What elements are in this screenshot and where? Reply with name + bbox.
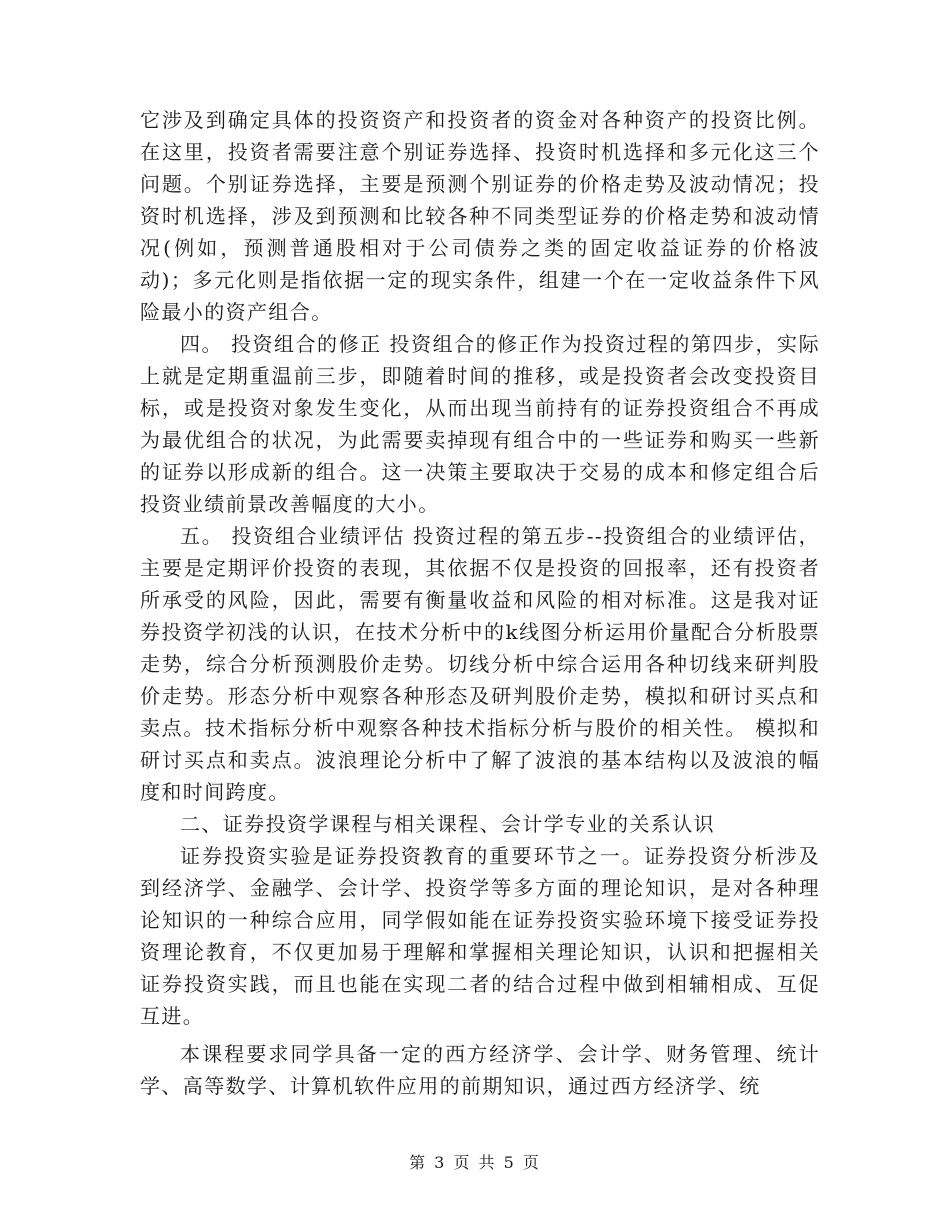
paragraph-5: 本课程要求同学具备一定的西方经济学、会计学、财务管理、统计学、高等数学、计算机软件应用的前期知识，通过西方经济学、统	[140, 1042, 820, 1098]
body-text	[140, 104, 820, 1102]
paragraph-3: 五。 投资组合业绩评估 投资过程的第五步--投资组合的业绩评估，主要是定期评价投资的表现，其依据不仅是投资的回报率，还有投资者所承受的风险，因此，需要有衡量收益和风险的相对标准。这是我对证券投资学初浅的认识，在技术分析中的k线图分析运用价量配合分析股票走势，综合分析预测股价走势。切线分析中综合运用各种切线来研判股价走势。形态分析中观察各种形态及研判股价走势，模拟和研讨买点和卖点。技术指标分析中观察各种技术指标分析与股价的相关性。 模拟和研讨买点和卖点。波浪理论分析中了解了波浪的基本结构以及波浪的幅度和时间跨度。	[140, 524, 820, 804]
page-footer: 第 3 页 共 5 页	[409, 1153, 541, 1172]
paragraph-2: 四。 投资组合的修正 投资组合的修正作为投资过程的第四步，实际上就是定期重温前三步，即随着时间的推移，或是投资者会改变投资目标，或是投资对象发生变化，从而出现当前持有的证券投资组合不再成为最优组合的状况，为此需要卖掉现有组合中的一些证券和购买一些新的证券以形成新的组合。这一决策主要取决于交易的成本和修定组合后投资业绩前景改善幅度的大小。	[140, 332, 820, 516]
paragraph-4: 证券投资实验是证券投资教育的重要环节之一。证券投资分析涉及到经济学、金融学、会计学、投资学等多方面的理论知识，是对各种理论知识的一种综合应用，同学假如能在证券投资实验环境下接受证券投资理论教育，不仅更加易于理解和掌握相关理论知识，认识和把握相关证券投资实践，而且也能在实现二者的结合过程中做到相辅相成、互促互进。	[140, 844, 820, 1028]
paragraph-1: 它涉及到确定具体的投资资产和投资者的资金对各种资产的投资比例。在这里，投资者需要注意个别证券选择、投资时机选择和多元化这三个问题。个别证券选择，主要是预测个别证券的价格走势及波动情况；投资时机选择，涉及到预测和比较各种不同类型证券的价格走势和波动情况(例如，预测普通股相对于公司债券之类的固定收益证券的价格波动)；多元化则是指依据一定的现实条件，组建一个在一定收益条件下风险最小的资产组合。	[140, 108, 820, 324]
section-heading: 二、证券投资学课程与相关课程、会计学专业的关系认识	[180, 812, 715, 836]
